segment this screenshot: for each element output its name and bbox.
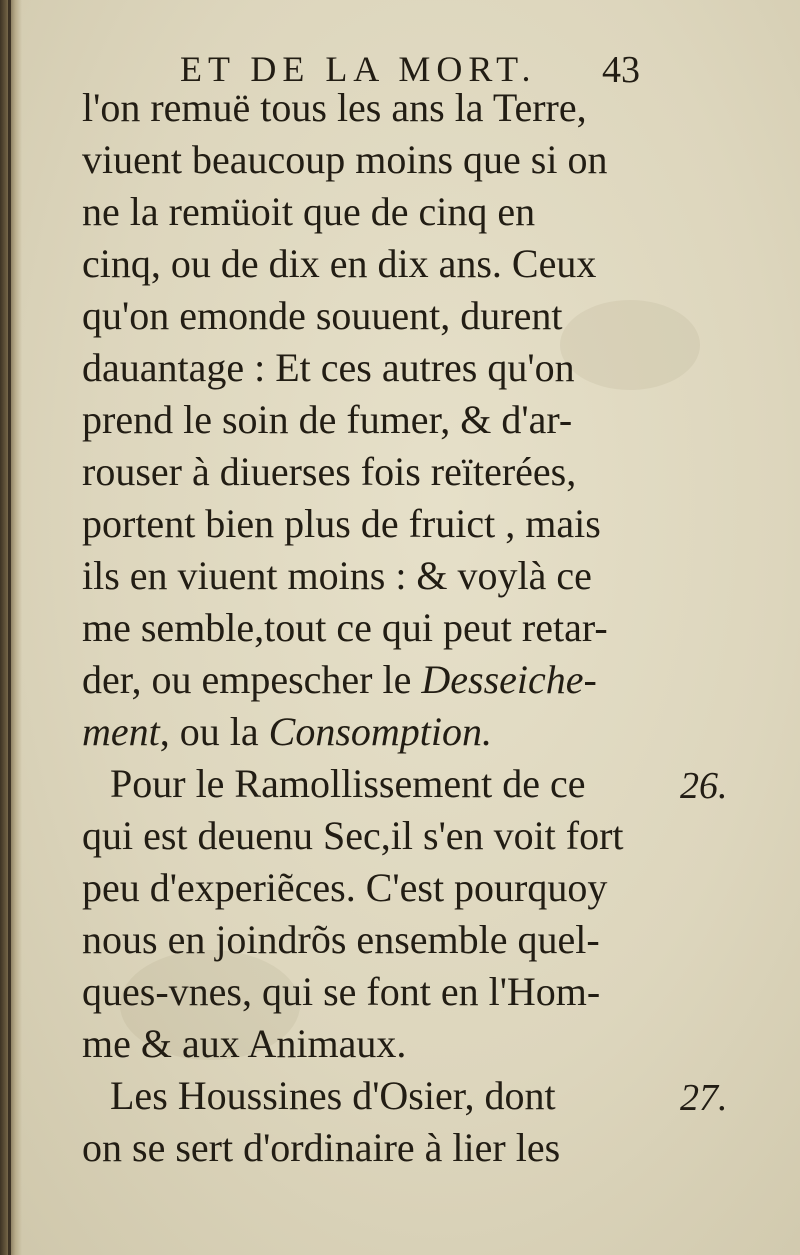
- text-segment: der, ou empescher le: [82, 657, 422, 702]
- text-line: [82, 1122, 702, 1174]
- text-line: [82, 862, 702, 914]
- italic-text: ment: [82, 709, 160, 754]
- text-segment: rouser à diuerses fois reïterées,: [82, 449, 577, 494]
- text-segment: peu d'experiẽces. C'est pourquoy: [82, 865, 608, 910]
- text-segment: nous en joindrõs ensemble quel-: [82, 917, 600, 962]
- text-line: [82, 758, 702, 810]
- marginal-note: 27.: [680, 1077, 728, 1119]
- page-number: 43: [602, 49, 640, 91]
- text-segment: viuent beaucoup moins que si on: [82, 137, 608, 182]
- text-segment: ques-vnes, qui se font en l'Hom-: [82, 969, 601, 1014]
- text-line: [82, 290, 702, 342]
- text-segment: qui est deuenu Sec,il s'en voit fort: [82, 813, 624, 858]
- marginal-note: 26.: [680, 765, 728, 807]
- running-title: ET DE LA MORT.: [180, 49, 537, 89]
- text-segment: ils en viuent moins : & voylà ce: [82, 553, 592, 598]
- text-line: [82, 810, 702, 862]
- text-segment: dauantage : Et ces autres qu'on: [82, 345, 575, 390]
- text-line: [82, 394, 702, 446]
- text-segment: qu'on emonde souuent, durent: [82, 293, 563, 338]
- italic-text: Desseiche-: [421, 657, 597, 702]
- body-text: [82, 82, 702, 1174]
- text-line: [82, 706, 702, 758]
- text-line: [82, 446, 702, 498]
- text-line: [82, 1018, 702, 1070]
- text-line: [82, 1070, 702, 1122]
- text-line: [82, 342, 702, 394]
- text-line: [82, 914, 702, 966]
- text-line: [82, 82, 702, 134]
- text-line: [82, 550, 702, 602]
- text-segment: Les Houssines d'Osier, dont: [110, 1073, 556, 1118]
- text-line: [82, 186, 702, 238]
- text-line: [82, 654, 702, 706]
- text-segment: on se sert d'ordinaire à lier les: [82, 1125, 561, 1170]
- text-segment: cinq, ou de dix en dix ans. Ceux: [82, 241, 597, 286]
- page-gutter: [0, 0, 22, 1255]
- text-segment: portent bien plus de fruict , mais: [82, 501, 601, 546]
- text-line: [82, 602, 702, 654]
- text-line: [82, 966, 702, 1018]
- text-segment: me semble,tout ce qui peut retar-: [82, 605, 608, 650]
- text-line: [82, 498, 702, 550]
- text-line: [82, 238, 702, 290]
- binding-edge: [8, 0, 11, 1255]
- text-segment: Pour le Ramollissement de ce: [110, 761, 586, 806]
- text-segment: ne la remüoit que de cinq en: [82, 189, 536, 234]
- text-segment: me & aux Animaux.: [82, 1021, 407, 1066]
- text-segment: , ou la: [159, 709, 269, 754]
- text-segment: l'on remuë tous les ans la Terre,: [82, 85, 587, 130]
- italic-text: Consomption.: [268, 709, 492, 754]
- text-line: [82, 134, 702, 186]
- text-segment: prend le soin de fumer, & d'ar-: [82, 397, 573, 442]
